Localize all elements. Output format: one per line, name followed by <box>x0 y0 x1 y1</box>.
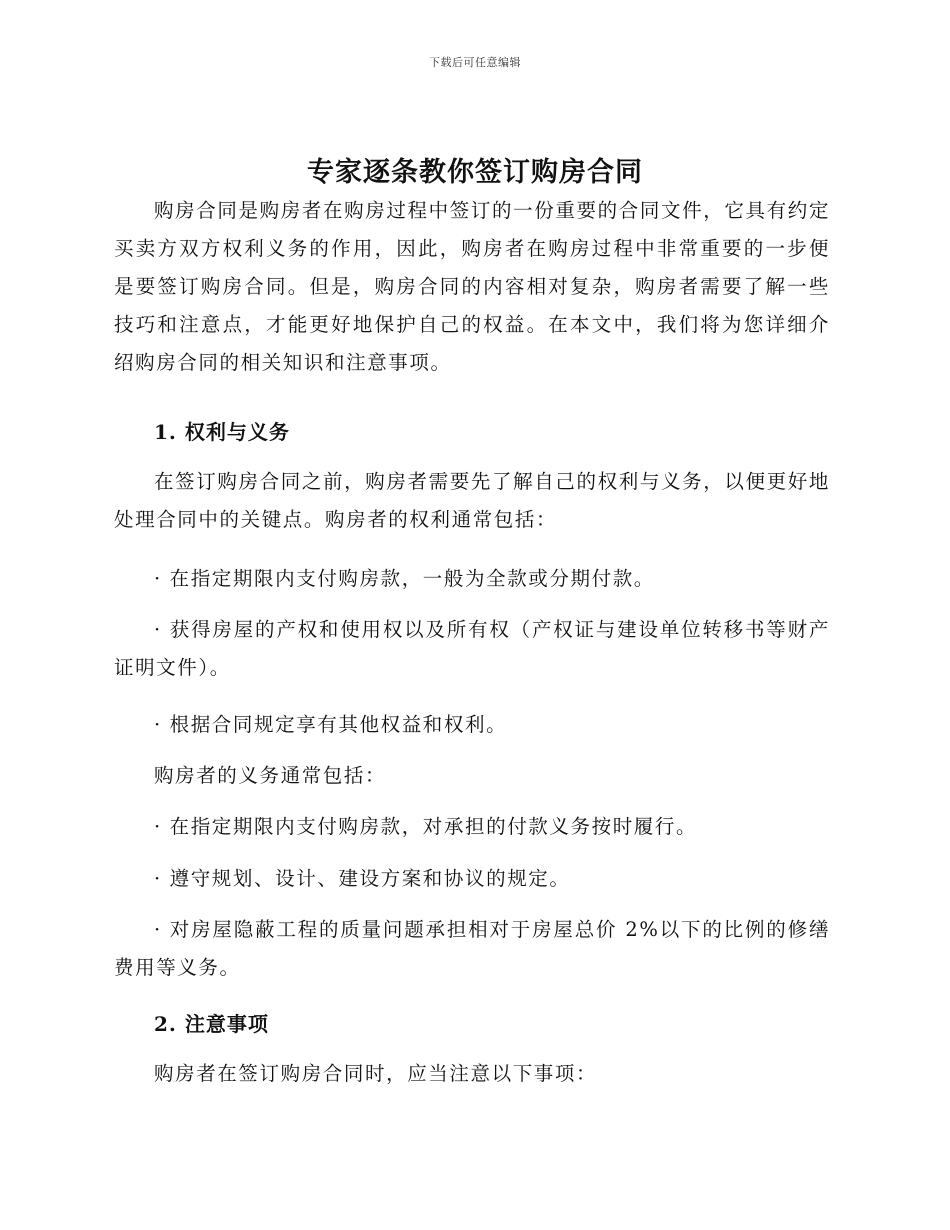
obligations-item: · 在指定期限内支付购房款，对承担的付款义务按时履行。 <box>154 815 698 838</box>
section-1-lead-paragraph: 在签订购房合同之前，购房者需要先了解自己的权利与义务，以便更好地处理合同中的关键点。购房者的权利通常包括： <box>114 470 830 531</box>
obligations-lead-paragraph: 购房者的义务通常包括： <box>154 764 387 787</box>
rights-item: · 获得房屋的产权和使用权以及所有权（产权证与建设单位转移书等财产证明文件）。 <box>114 618 830 679</box>
rights-item: · 根据合同规定享有其他权益和权利。 <box>154 713 508 736</box>
obligations-item: · 遵守规划、设计、建设方案和协议的规定。 <box>154 867 571 890</box>
obligations-item: · 对房屋隐蔽工程的质量问题承担相对于房屋总价 2%以下的比例的修缮费用等义务。 <box>114 918 830 979</box>
header-note: 下载后可任意编辑 <box>429 56 521 69</box>
document-title: 专家逐条教你签订购房合同 <box>307 157 643 188</box>
section-2-heading: 2. 注意事项 <box>154 1012 269 1036</box>
intro-paragraph: 购房合同是购房者在购房过程中签订的一份重要的合同文件，它具有约定买卖方双方权利义务的作用，因此，购房者在购房过程中非常重要的一步便是要签订购房合同。但是，购房合同的内容相对复杂，购房者需要了解一些技巧和注意点，才能更好地保护自己的权益。在本文中，我们将为您详细介绍购房合同的相关知识和注意事项。 <box>114 199 830 374</box>
rights-item: · 在指定期限内支付购房款，一般为全款或分期付款。 <box>154 567 655 590</box>
section-1-heading: 1. 权利与义务 <box>154 420 290 444</box>
section-2-lead-paragraph: 购房者在签订购房合同时，应当注意以下事项： <box>154 1062 598 1085</box>
